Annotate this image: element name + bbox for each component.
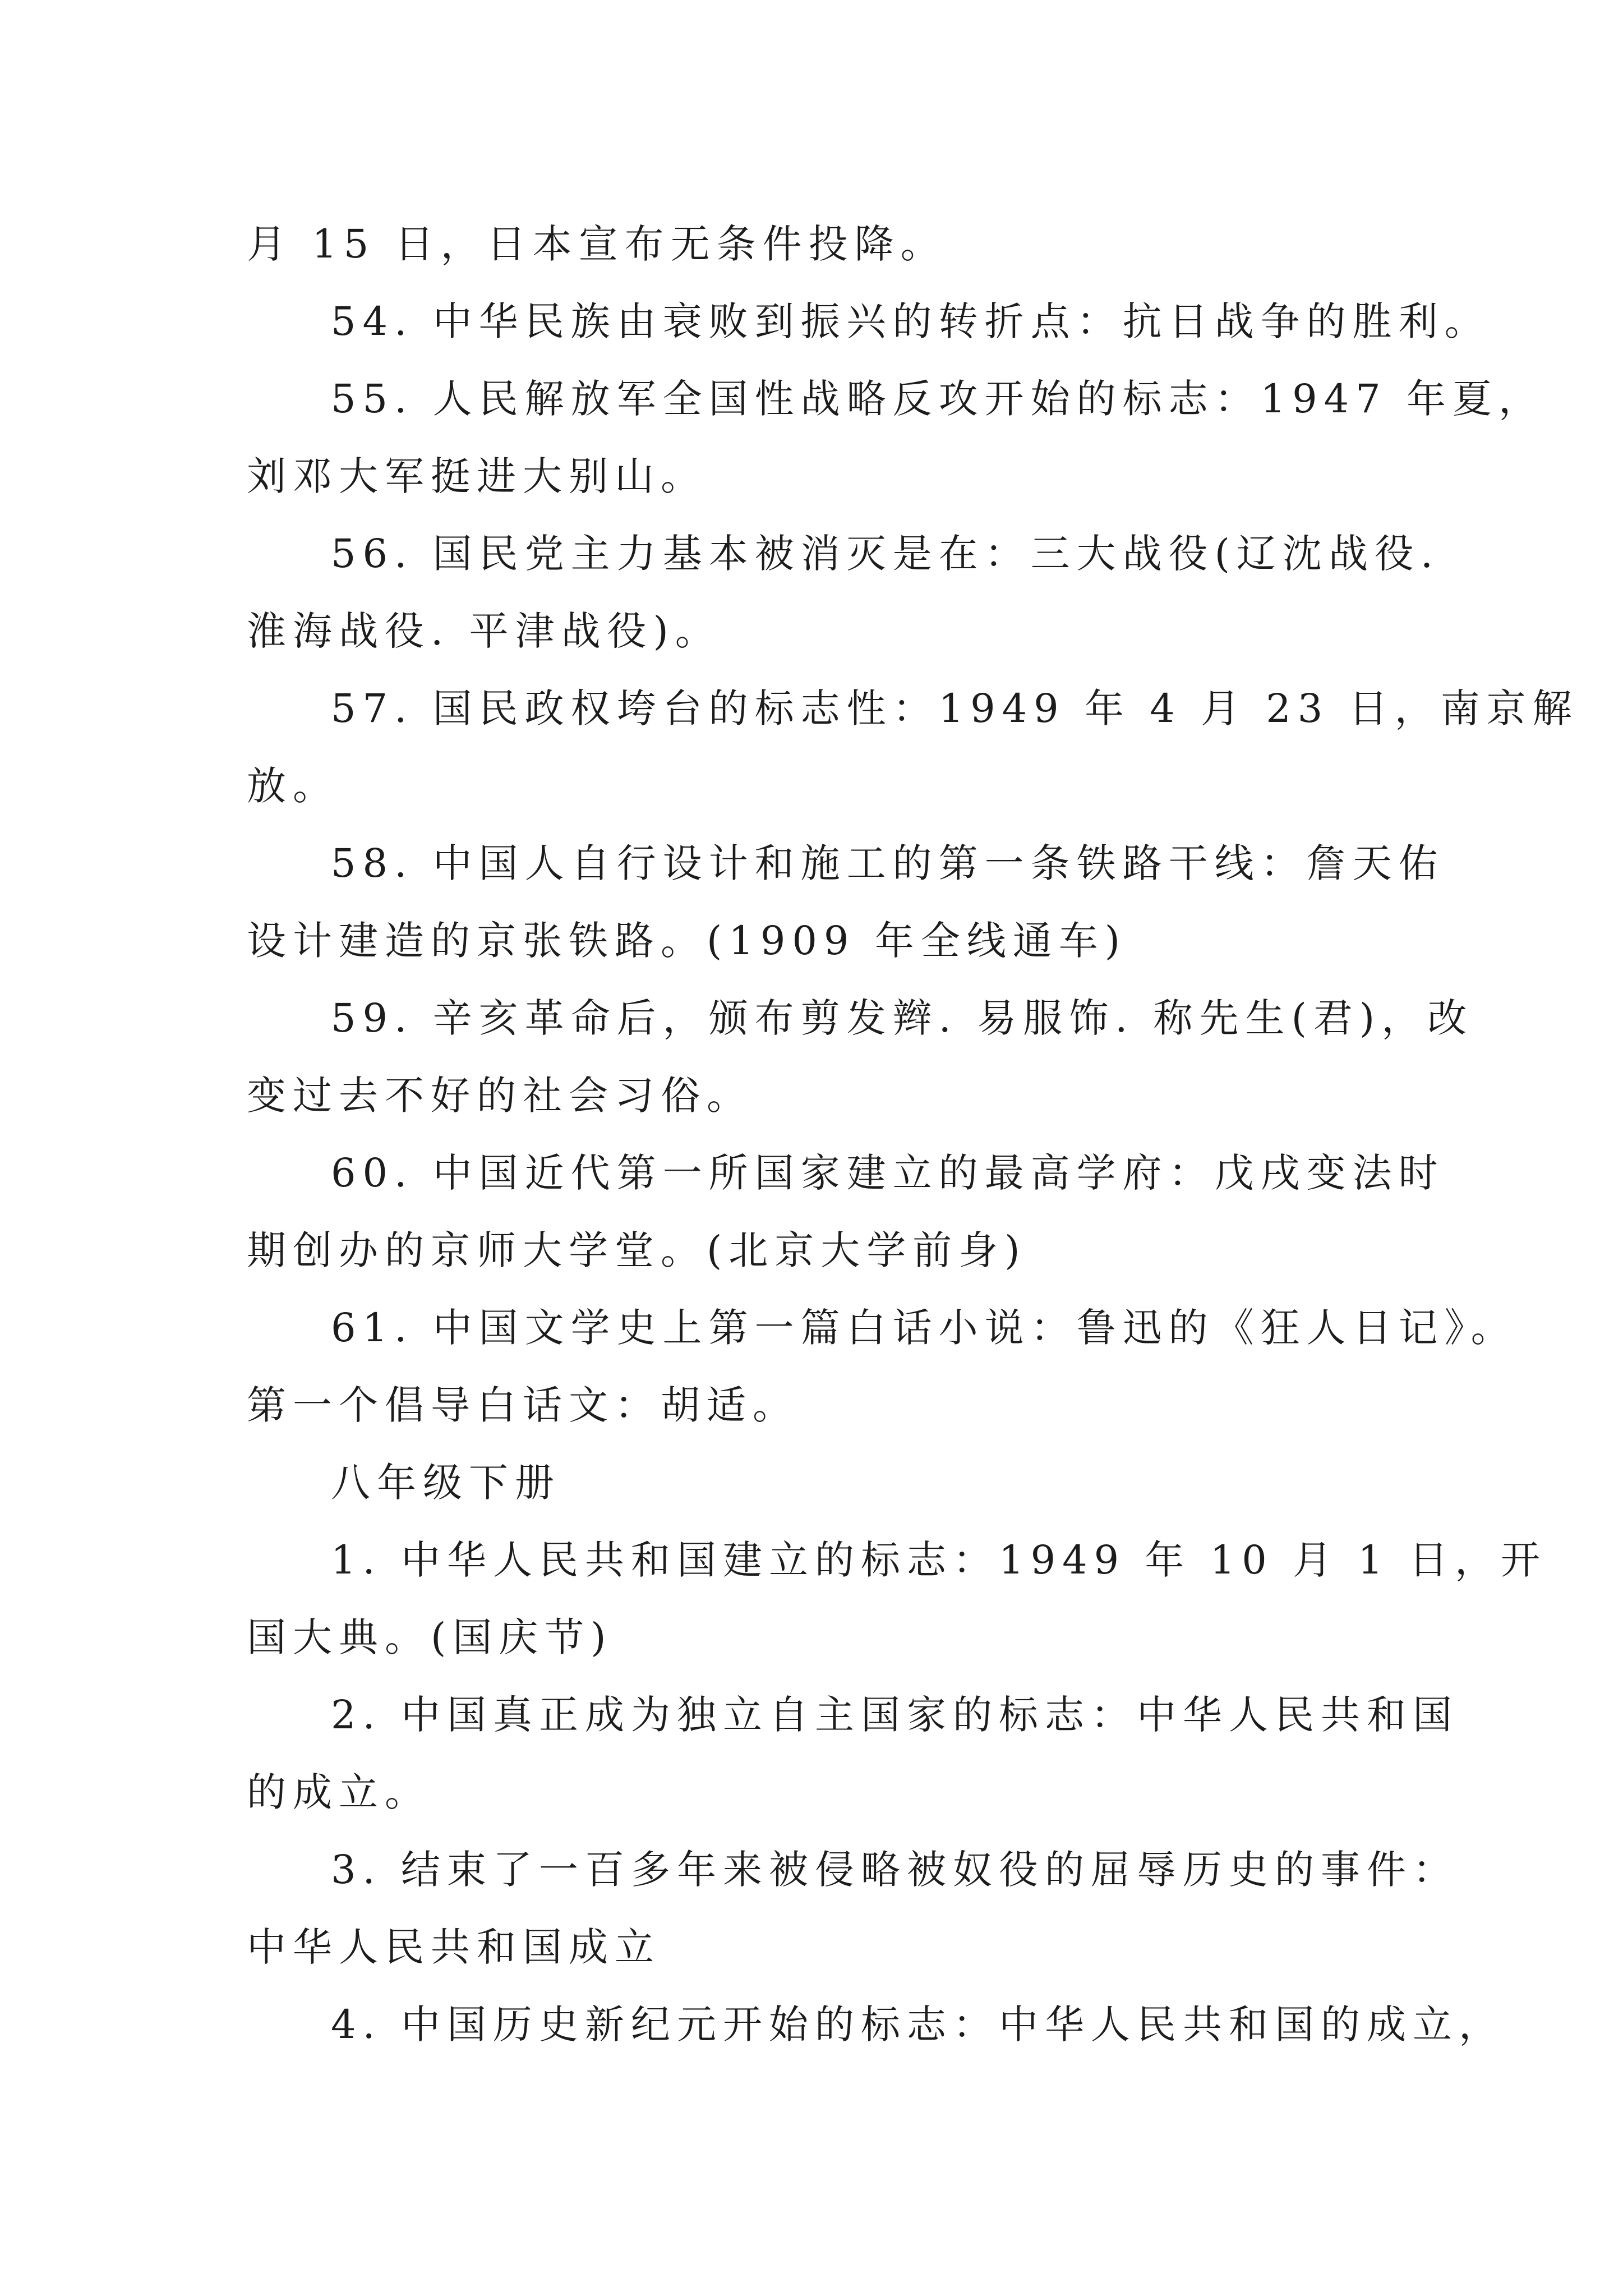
text-line: 中华人民共和国成立 <box>247 1924 661 1970</box>
text-line: 刘邓大军挺进大别山。 <box>247 453 707 499</box>
text-line: 56. 国民党主力基本被消灭是在：三大战役(辽沈战役. <box>331 531 1440 577</box>
text-line: 月 15 日，日本宣布无条件投降。 <box>247 221 947 267</box>
text-line: 2. 中国真正成为独立自主国家的标志：中华人民共和国 <box>331 1692 1459 1738</box>
text-line: 58. 中国人自行设计和施工的第一条铁路干线：詹天佑 <box>331 840 1445 886</box>
text-line: 59. 辛亥革命后，颁布剪发辫. 易服饰. 称先生(君)，改 <box>331 995 1474 1041</box>
text-line: 设计建造的京张铁路。(1909 年全线通车) <box>247 918 1127 964</box>
text-line: 国大典。(国庆节) <box>247 1614 613 1660</box>
text-line: 淮海战役. 平津战役)。 <box>247 608 721 654</box>
text-line: 变过去不好的社会习俗。 <box>247 1073 753 1119</box>
section-heading: 八年级下册 <box>331 1460 561 1506</box>
text-line: 54. 中华民族由衰败到振兴的转折点：抗日战争的胜利。 <box>331 298 1491 344</box>
text-line: 57. 国民政权垮台的标志性：1949 年 4 月 23 日，南京解 <box>331 685 1579 731</box>
text-line: 3. 结束了一百多年来被侵略被奴役的屈辱历史的事件： <box>331 1847 1459 1893</box>
text-line: 61. 中国文学史上第一篇白话小说：鲁迅的《狂人日记》。 <box>331 1305 1517 1351</box>
text-line: 的成立。 <box>247 1769 431 1815</box>
text-line: 第一个倡导白话文：胡适。 <box>247 1382 799 1428</box>
text-line: 4. 中国历史新纪元开始的标志：中华人民共和国的成立， <box>331 2001 1505 2047</box>
text-line: 放。 <box>247 763 339 809</box>
text-line: 55. 人民解放军全国性战略反攻开始的标志：1947 年夏， <box>331 376 1544 422</box>
text-line: 1. 中华人民共和国建立的标志：1949 年 10 月 1 日，开 <box>331 1537 1547 1583</box>
text-line: 期创办的京师大学堂。(北京大学前身) <box>247 1227 1027 1273</box>
text-line: 60. 中国近代第一所国家建立的最高学府：戊戌变法时 <box>331 1150 1445 1196</box>
